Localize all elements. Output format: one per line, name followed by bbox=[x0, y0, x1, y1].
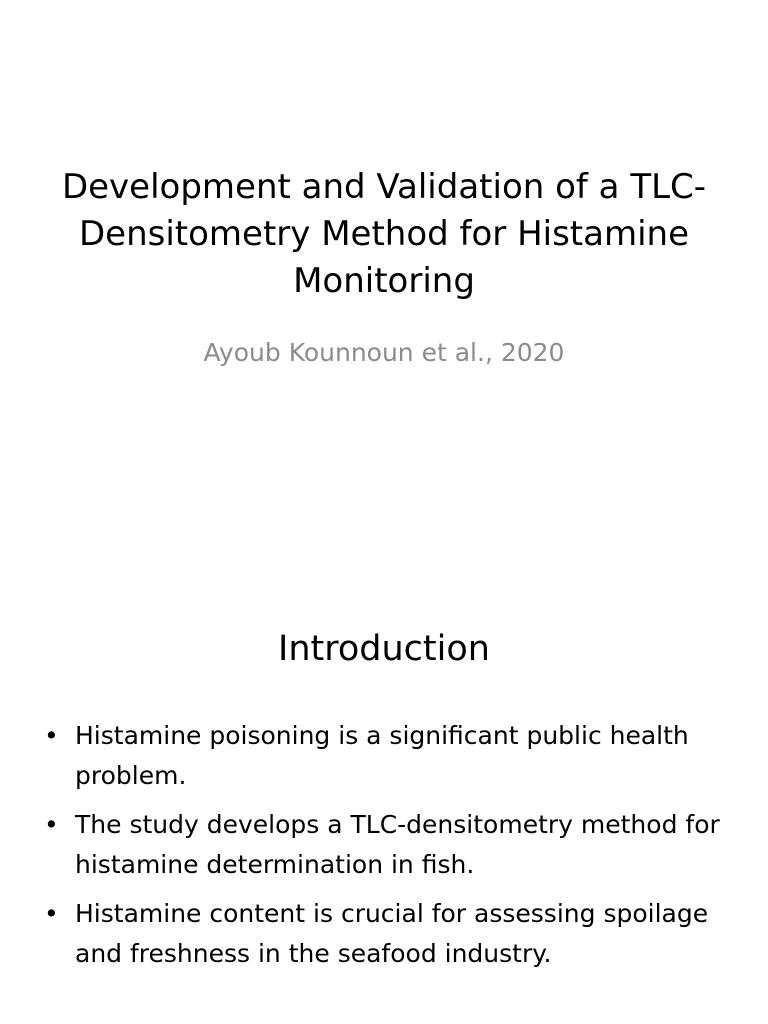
presentation-title: Development and Validation of a TLC-Densitometry Method for Histamine Monitoring bbox=[61, 167, 707, 301]
bullet-list bbox=[44, 716, 744, 983]
slide-heading: Introduction bbox=[278, 629, 490, 669]
bullet-item bbox=[44, 894, 744, 974]
bullet-item bbox=[44, 805, 744, 885]
bullet-icon: • bbox=[44, 721, 59, 750]
introduction-slide bbox=[0, 512, 768, 1024]
bullet-text: The study develops a TLC-densitometry method for histamine determination in fish. bbox=[75, 810, 720, 879]
bullet-text: Histamine poisoning is a significant public health problem. bbox=[75, 721, 689, 790]
presentation-subtitle: Ayoub Kounnoun et al., 2020 bbox=[203, 338, 565, 367]
bullet-text: Histamine content is crucial for assessing spoilage and freshness in the seafood industry. bbox=[75, 899, 709, 968]
bullet-icon: • bbox=[44, 810, 59, 839]
bullet-icon: • bbox=[44, 899, 59, 928]
bullet-item bbox=[44, 716, 744, 796]
